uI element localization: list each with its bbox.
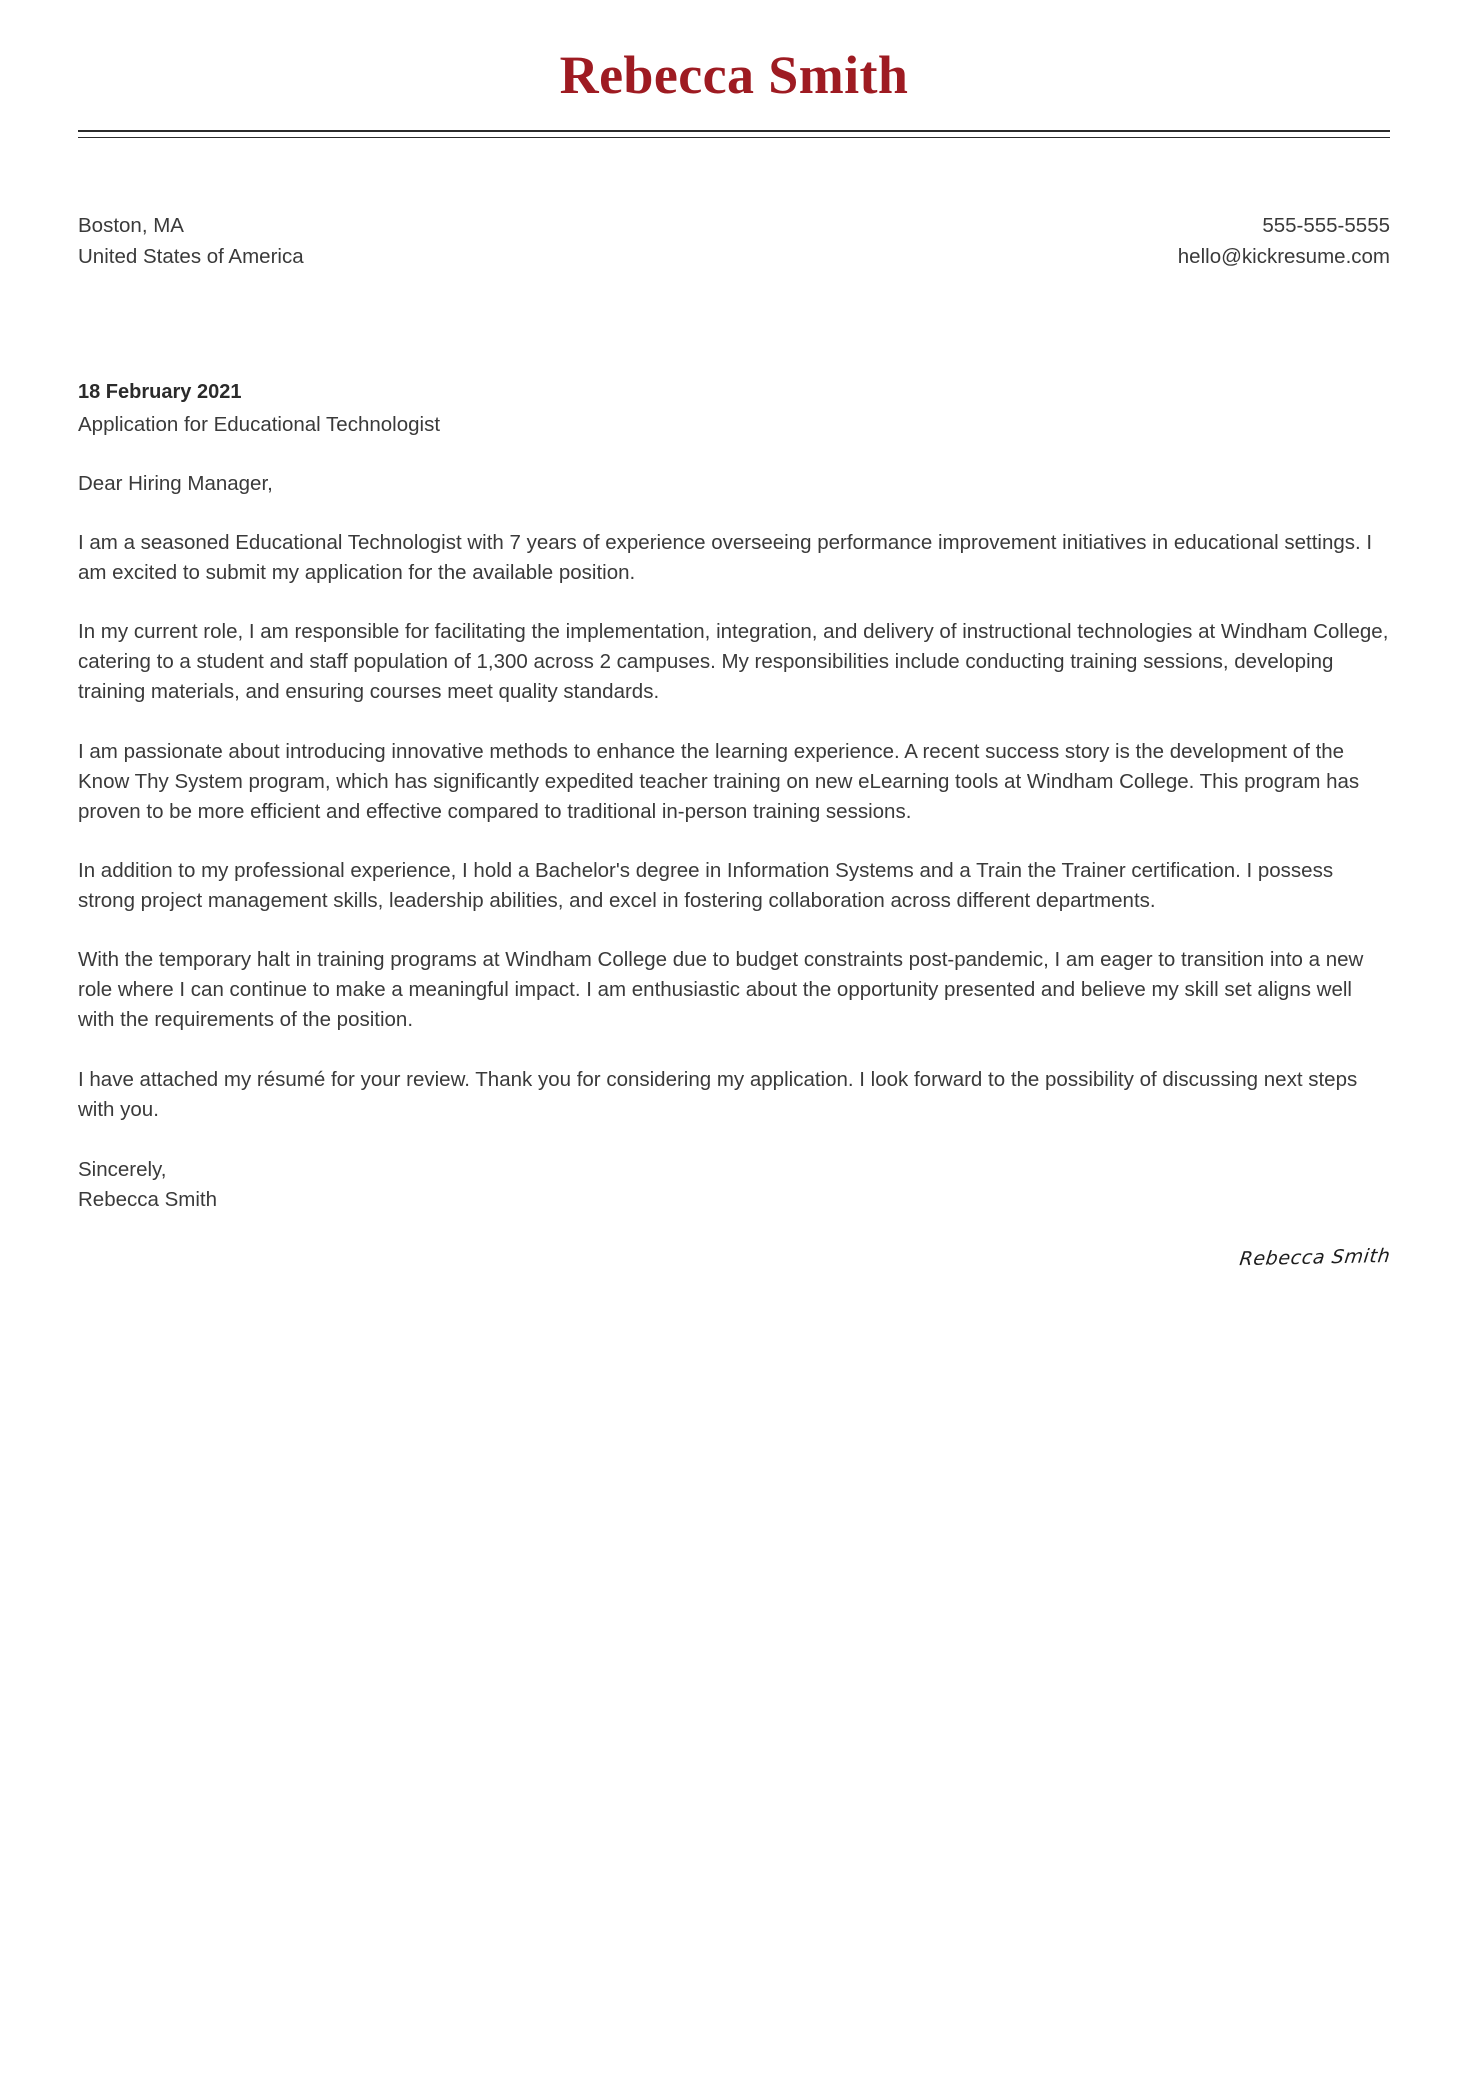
closing-salutation: Sincerely, <box>78 1157 167 1181</box>
header-divider-thick <box>78 130 1390 132</box>
letter-paragraph: In addition to my professional experience, I hold a Bachelor's degree in Information Systems and a Train the Trainer certification. I possess strong project management skills, leadership abilities, and excel in fostering collaboration across different departments. <box>78 858 1334 913</box>
contact-phone: 555-555-5555 <box>1262 214 1390 237</box>
letter-paragraph: I am a seasoned Educational Technologist with 7 years of experience overseeing performance improvement initiatives in educational settings. I am excited to submit my application for the available position. <box>78 530 1373 585</box>
letter-body <box>78 378 1390 1215</box>
contact-email: hello@kickresume.com <box>1177 245 1390 269</box>
letter-date: 18 February 2021 <box>78 381 242 404</box>
letter-paragraph: With the temporary halt in training programs at Windham College due to budget constraints post-pandemic, I am eager to transition into a new role where I can continue to make a meaningful impact. I am enthusiastic about the opportunity presented and believe my skill set aligns well with the requirements of the position. <box>78 948 1364 1032</box>
contact-address-block <box>78 210 304 272</box>
contact-details-block <box>1178 210 1390 272</box>
header-divider-thin <box>78 137 1390 138</box>
handwritten-signature: Rebecca Smith <box>1237 1245 1392 1271</box>
letter-paragraph: I have attached my résumé for your review. Thank you for considering my application. I look forward to the possibility of discussing next steps with you. <box>78 1067 1358 1121</box>
closing-name: Rebecca Smith <box>78 1187 218 1211</box>
letter-salutation: Dear Hiring Manager, <box>78 471 273 495</box>
letter-header <box>0 0 1468 138</box>
header-divider <box>78 130 1390 138</box>
letter-subject: Application for Educational Technologist <box>78 412 441 436</box>
letter-paragraph: I am passionate about introducing innovative methods to enhance the learning experience. A recent success story is the development of the Know Thy System program, which has significantly expedited teacher training on new eLearning tools at Windham College. This program has proven to be more efficient and effective compared to traditional in-person training sessions. <box>78 739 1360 823</box>
signature-area <box>78 1245 1390 1297</box>
applicant-name: Rebecca Smith <box>559 45 909 105</box>
contact-row <box>78 210 1390 272</box>
contact-country: United States of America <box>78 245 304 269</box>
contact-city: Boston, MA <box>78 214 184 237</box>
letter-paragraph: In my current role, I am responsible for facilitating the implementation, integration, and delivery of instructional technologies at Windham College, catering to a student and staff population of 1,300 across 2 campuses. My responsibilities include conducting training sessions, developing training materials, and ensuring courses meet quality standards. <box>78 620 1389 704</box>
letter-closing <box>78 1155 1390 1215</box>
